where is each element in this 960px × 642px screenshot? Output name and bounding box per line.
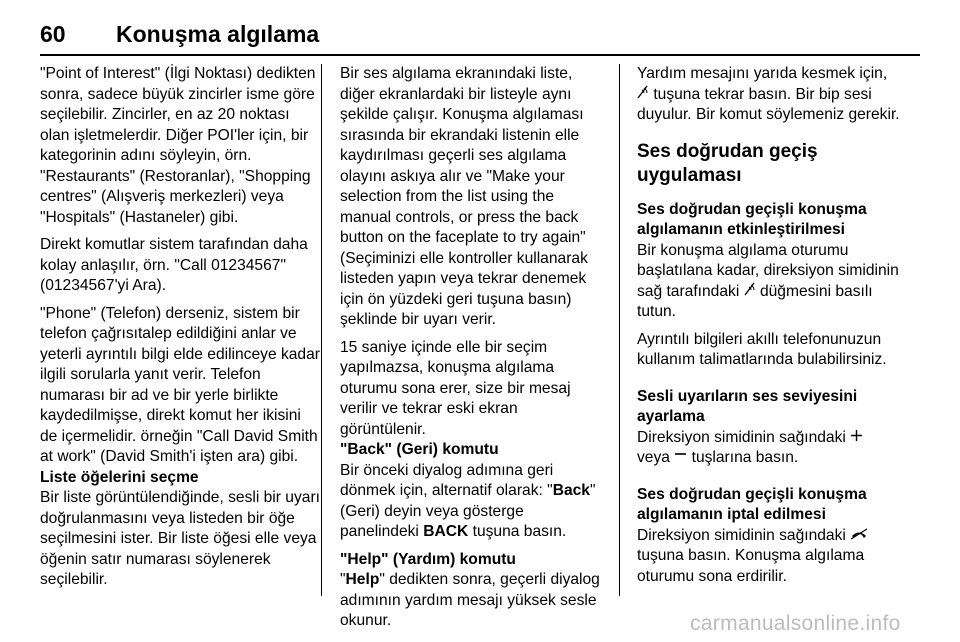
text: Bir konuşma algılama oturumu başlatılana kadar, direksiyon simidinin sağ tarafındaki [637,241,899,300]
text: Bir önceki diyalog adımına geri dönmek için, alternatif olarak: " [340,461,554,499]
section-heading: Ses doğrudan geçiş uygulaması [637,140,818,186]
column-3 [637,64,905,594]
command-keyword: Help [345,571,380,588]
paragraph [637,64,905,126]
paragraph: Ayrıntılı bilgileri akıllı telefonunuzun kullanım talimatlarında bulabilirsiniz. [637,330,887,368]
text: " dedikten sonra, geçerli diyalog adımının yardım mesajı yüksek sesle okunur. [340,571,600,629]
plus-icon [850,428,863,449]
paragraph [637,241,905,323]
text: veya [637,449,675,466]
text: Direksiyon simidinin sağındaki [637,428,851,446]
column-2 [340,64,605,639]
subheading: Sesli uyarıların ses seviyesini ayarlama [637,387,858,425]
subheading: "Back" (Geri) komutu [340,441,499,458]
paragraph: Bir liste görüntülendiğinde, sesli bir uyarı doğrulanmasını veya listeden bir öğe seçilmesini ister. Bir liste öğesi elle veya öğenin satır numarası söylenerek seçilebilir. [40,489,320,588]
column-divider-1 [321,64,322,596]
command-keyword: Back [552,482,590,499]
page-title: Konuşma algılama [116,20,320,47]
text: tuşuna basın. Konuşma algılama oturumu sona erdirilir. [637,547,865,585]
hang-up-icon [850,526,868,547]
button-name: BACK [423,523,469,540]
paragraph: Bir ses algılama ekranındaki liste, diğer ekranlardaki bir listeyle aynı şekilde çalışır. Konuşma algılaması sırasında bir ekrandaki listenin elle kaydırılması geçerli ses algılama olayını askıya alır ve "Make your selection from the list using the manual controls, or press the back button on the faceplate to try again" (Seçiminizi elle kontroller kullanarak listeden yapın veya tekrar denemek için ön yüzdeki geri tuşuna basın) şeklinde bir uyarı verir. [340,65,588,328]
subheading: "Help" (Yardım) komutu [340,550,516,568]
paragraph [637,526,905,588]
paragraph: "Point of Interest" (İlgi Noktası) dedikten sonra, sadece büyük zincirler isme göre seçilebilir. Zincirler, en az 20 noktası olan işletmelerdir. Diğer POI'ler için, bir kategorinin adını söyleyin, örn. "Restaurants" (Restoranlar), "Shopping centres" (Alışveriş merkezleri) veya "Hospitals" (Hastaneler) gibi. [40,65,316,226]
voice-control-icon [637,85,649,106]
paragraph: "Phone" (Telefon) derseniz, sistem bir telefon çağrısıtalep edildiğini anlar ve yeterli ayrıntılı bilgi elde edilinceye kadar ilgili sorularla yanıt verir. Telefon numarası bir ad ve bir yerle birlikte kaydedilmişse, direkt komut her ikisini de içermelidir. örneğin "Call David Smith at work" (David Smith'i işten ara) gibi. [40,304,320,465]
paragraph [340,570,605,632]
column-1 [40,64,320,598]
paragraph: 15 saniye içinde elle bir seçim yapılmazsa, konuşma algılama oturumu sona erer, size bir mesaj verilir ve tekrar eski ekran görüntülenir. [340,338,571,438]
subheading: Ses doğrudan geçişli konuşma algılamanın iptal edilmesi [637,485,867,523]
page-header [40,14,319,54]
column-divider-2 [619,64,620,596]
page-number: 60 [40,20,66,47]
text: Direksiyon simidinin sağındaki [637,526,851,544]
watermark: carmanualsonline.info [690,612,901,635]
text: tuşlarına basın. [687,449,799,466]
text: " (Geri) deyin veya gösterge panelindeki [340,482,596,540]
subheading: Ses doğrudan geçişli konuşma algılamanın etkinleştirilmesi [637,200,867,238]
subheading: Liste öğelerini seçme [40,468,199,486]
paragraph [340,461,605,543]
header-divider [40,54,920,56]
text: tuşuna tekrar basın. Bir bip sesi duyulur. Bir komut söylemeniz gerekir. [637,85,900,123]
text: " [340,571,346,588]
text: Yardım mesajını yarıda kesmek için, [637,65,888,82]
minus-icon [674,448,687,469]
paragraph: Direkt komutlar sistem tarafından daha kolay anlaşılır, örn. "Call 01234567" (01234567'yi Ara). [40,236,308,294]
voice-control-icon [744,282,756,303]
text: tuşuna basın. [468,523,567,540]
text: düğmesini basılı tutun. [637,282,873,320]
paragraph [637,428,905,469]
